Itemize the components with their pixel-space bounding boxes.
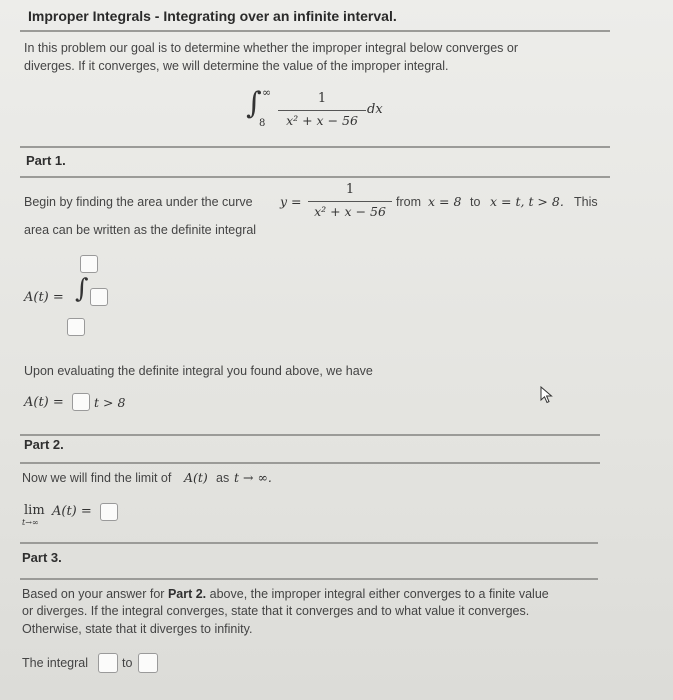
part3-line-1 bbox=[22, 585, 549, 603]
part2-t-to-infinity: t → ∞. bbox=[234, 470, 272, 485]
integral-dx: dx bbox=[367, 102, 383, 117]
to-label: to bbox=[122, 656, 133, 670]
part3-top-divider bbox=[20, 542, 598, 544]
part1-x-equals-8: x = 8 bbox=[428, 194, 462, 209]
part1-fraction-bar bbox=[308, 201, 392, 202]
the-integral-label: The integral bbox=[22, 656, 89, 670]
integral-lower-limit: 8 bbox=[259, 118, 266, 129]
integral-denominator: x² + x − 56 bbox=[286, 113, 358, 128]
limit-subscript: t→∞ bbox=[22, 518, 39, 527]
limit-A-t: A(t) = bbox=[52, 504, 92, 519]
part1-sentence-start: Begin by finding the area under the curve bbox=[24, 195, 253, 209]
part1-label-divider bbox=[20, 176, 610, 178]
part1-label: Part 1. bbox=[26, 153, 66, 168]
part2-as-text: as bbox=[216, 471, 230, 485]
part3-line-1-post: above, the improper integral either converges to a finite value bbox=[209, 587, 549, 601]
part1-denominator: x² + x − 56 bbox=[314, 204, 386, 219]
definite-integral-sign: ∫ bbox=[75, 274, 89, 304]
integral-numerator: 1 bbox=[317, 91, 327, 106]
part1-line-2: area can be written as the definite integral bbox=[24, 223, 257, 237]
integral-fraction-bar bbox=[278, 110, 366, 111]
page-title: Improper Integrals - Integrating over an infinite interval. bbox=[28, 8, 397, 24]
mouse-cursor-icon bbox=[540, 386, 554, 404]
integral-upper-limit: ∞ bbox=[262, 86, 272, 99]
part2-A-t: A(t) bbox=[184, 470, 208, 485]
part2-label: Part 2. bbox=[24, 437, 64, 452]
part1-from-text: from bbox=[396, 195, 421, 209]
lower-limit-input[interactable] bbox=[67, 318, 85, 336]
integral-sign: ∫ bbox=[246, 86, 262, 121]
part1-A-t-label: A(t) = bbox=[24, 290, 64, 305]
part1-x-equals-t: x = t, t > 8. bbox=[490, 194, 564, 209]
title-divider bbox=[20, 30, 610, 32]
limit-lim: lim bbox=[24, 503, 45, 518]
intro-line-2: diverges. If it converges, we will determine the value of the improper integral. bbox=[24, 59, 449, 73]
part3-line-2: or diverges. If the integral converges, state that it converges and to what value it converges. bbox=[22, 604, 530, 618]
part1-to-text: to bbox=[470, 195, 481, 209]
part3-line-1-pre: Based on your answer for bbox=[22, 587, 165, 601]
part1-A-t-label-2: A(t) = bbox=[24, 395, 64, 410]
part1-t-greater-8: t > 8 bbox=[94, 395, 126, 410]
part3-line-3: Otherwise, state that it diverges to infinity. bbox=[22, 622, 253, 636]
part3-line-1-bold: Part 2. bbox=[167, 587, 207, 601]
part3-label-divider bbox=[20, 578, 598, 580]
part1-y-equals: y = bbox=[280, 194, 302, 209]
part1-this-text: This bbox=[574, 195, 598, 209]
integrand-input[interactable] bbox=[90, 288, 108, 306]
part2-label-divider bbox=[20, 462, 600, 464]
part1-top-divider bbox=[20, 146, 610, 148]
converge-value-input[interactable] bbox=[138, 653, 158, 673]
part1-numerator: 1 bbox=[345, 182, 355, 197]
upper-limit-input[interactable] bbox=[80, 255, 98, 273]
part3-label: Part 3. bbox=[22, 550, 62, 565]
part1-evaluating-text: Upon evaluating the definite integral you found above, we have bbox=[24, 364, 373, 378]
converges-diverges-input[interactable] bbox=[98, 653, 118, 673]
A-t-expression-input[interactable] bbox=[72, 393, 90, 411]
part2-top-divider bbox=[20, 434, 600, 436]
limit-value-input[interactable] bbox=[100, 503, 118, 521]
intro-line-1: In this problem our goal is to determine whether the improper integral below converges or bbox=[24, 41, 519, 55]
part2-sentence: Now we will find the limit of bbox=[22, 471, 172, 485]
